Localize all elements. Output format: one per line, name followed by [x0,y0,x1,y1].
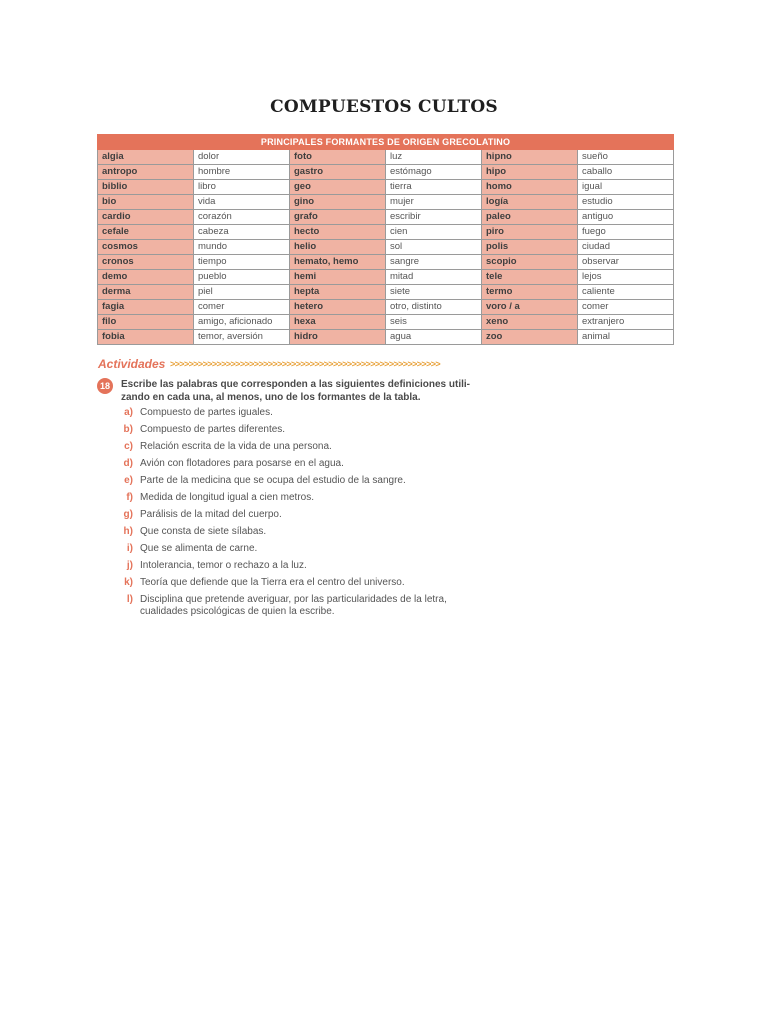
formant-cell: foto [290,150,386,165]
formant-cell: cefale [98,225,194,240]
table-row [98,165,674,180]
meaning-cell: mujer [386,195,482,210]
item-letter: j) [126,560,133,571]
exercise-item [117,594,497,624]
table-row [98,210,674,225]
meaning-cell: igual [578,180,674,195]
table-row [98,150,674,165]
table-row [98,225,674,240]
meaning-cell: antiguo [578,210,674,225]
formant-cell: derma [98,285,194,300]
meaning-cell: estómago [386,165,482,180]
item-text: Intolerancia, temor o rechazo a la luz. [140,560,307,571]
item-text: Que consta de siete sílabas. [140,526,267,537]
meaning-cell: temor, aversión [194,330,290,345]
item-text: Medida de longitud igual a cien metros. [140,492,314,503]
table-body [98,150,674,345]
exercise-item [117,577,497,594]
meaning-cell: escribir [386,210,482,225]
formant-cell: hidro [290,330,386,345]
table-row [98,180,674,195]
meaning-cell: pueblo [194,270,290,285]
formant-cell: tele [482,270,578,285]
item-letter: i) [126,543,133,554]
exercise-item [117,543,497,560]
formant-cell: biblio [98,180,194,195]
activities-label: Actividades [98,357,166,371]
formant-cell: piro [482,225,578,240]
formant-cell: zoo [482,330,578,345]
formants-table [97,134,674,345]
meaning-cell: agua [386,330,482,345]
table-row [98,240,674,255]
table-row [98,315,674,330]
exercise-statement: Escribe las palabras que corresponden a las siguientes definiciones utili-zando en cada una, al menos, uno de los formantes de la tabla. [121,379,470,403]
formant-cell: fagia [98,300,194,315]
meaning-cell: ciudad [578,240,674,255]
table-row [98,285,674,300]
formant-cell: antropo [98,165,194,180]
exercise-number-badge: 18 [97,378,113,394]
meaning-cell: mitad [386,270,482,285]
formant-cell: geo [290,180,386,195]
table-row [98,195,674,210]
formant-cell: scopio [482,255,578,270]
meaning-cell: vida [194,195,290,210]
formant-cell: homo [482,180,578,195]
exercise-item [117,424,497,441]
item-letter: k) [124,577,133,588]
formant-cell: logía [482,195,578,210]
exercise-item [117,492,497,509]
item-text: Compuesto de partes iguales. [140,407,273,418]
meaning-cell: extranjero [578,315,674,330]
exercise-items-list [117,407,497,624]
formant-cell: hecto [290,225,386,240]
item-letter: h) [123,526,133,537]
meaning-cell: animal [578,330,674,345]
formants-table-container [97,134,673,345]
item-text: Teoría que defiende que la Tierra era el centro del universo. [140,577,405,588]
formant-cell: fobia [98,330,194,345]
item-letter: d) [123,458,133,469]
formant-cell: hipno [482,150,578,165]
meaning-cell: siete [386,285,482,300]
meaning-cell: comer [194,300,290,315]
item-letter: e) [124,475,133,486]
formant-cell: hexa [290,315,386,330]
item-letter: b) [123,424,133,435]
meaning-cell: dolor [194,150,290,165]
formant-cell: polis [482,240,578,255]
meaning-cell: piel [194,285,290,300]
formant-cell: termo [482,285,578,300]
formant-cell: grafo [290,210,386,225]
item-letter: l) [126,594,133,605]
formant-cell: voro / a [482,300,578,315]
table-row [98,330,674,345]
item-letter: f) [126,492,133,503]
item-text: Disciplina que pretende averiguar, por las particularidades de la letra, cualidades psicológicas de quien la escribe. [140,594,447,617]
item-text: Relación escrita de la vida de una persona. [140,441,332,452]
formant-cell: hepta [290,285,386,300]
exercise-item [117,560,497,577]
formant-cell: filo [98,315,194,330]
meaning-cell: lejos [578,270,674,285]
activities-heading [98,357,478,371]
meaning-cell: luz [386,150,482,165]
formant-cell: hipo [482,165,578,180]
table-header: PRINCIPALES FORMANTES DE ORIGEN GRECOLATINO [98,135,674,150]
exercise-item [117,475,497,492]
exercise-item [117,509,497,526]
meaning-cell: caballo [578,165,674,180]
formant-cell: bio [98,195,194,210]
meaning-cell: sueño [578,150,674,165]
item-text: Avión con flotadores para posarse en el agua. [140,458,344,469]
formant-cell: hemato, hemo [290,255,386,270]
item-letter: g) [123,509,133,520]
table-row [98,255,674,270]
item-text: Parte de la medicina que se ocupa del estudio de la sangre. [140,475,406,486]
meaning-cell: sol [386,240,482,255]
exercise-item [117,407,497,424]
formant-cell: cronos [98,255,194,270]
meaning-cell: comer [578,300,674,315]
formant-cell: hetero [290,300,386,315]
meaning-cell: libro [194,180,290,195]
meaning-cell: corazón [194,210,290,225]
formant-cell: helio [290,240,386,255]
exercise-item [117,441,497,458]
meaning-cell: seis [386,315,482,330]
meaning-cell: hombre [194,165,290,180]
item-letter: c) [124,441,133,452]
meaning-cell: mundo [194,240,290,255]
formant-cell: xeno [482,315,578,330]
meaning-cell: cien [386,225,482,240]
formant-cell: gino [290,195,386,210]
meaning-cell: tierra [386,180,482,195]
meaning-cell: caliente [578,285,674,300]
page-title: COMPUESTOS CULTOS [270,97,498,118]
formant-cell: gastro [290,165,386,180]
item-letter: a) [124,407,133,418]
meaning-cell: otro, distinto [386,300,482,315]
arrows-decoration: >>>>>>>>>>>>>>>>>>>>>>>>>>>>>>>>>>>>>>>>>>>>>>>>>>>>>>>>>> [170,359,441,369]
item-text: Compuesto de partes diferentes. [140,424,286,435]
formant-cell: algia [98,150,194,165]
meaning-cell: tiempo [194,255,290,270]
item-text: Parálisis de la mitad del cuerpo. [140,509,282,520]
meaning-cell: estudio [578,195,674,210]
formant-cell: cardio [98,210,194,225]
meaning-cell: observar [578,255,674,270]
formant-cell: hemi [290,270,386,285]
meaning-cell: cabeza [194,225,290,240]
meaning-cell: amigo, aficionado [194,315,290,330]
item-text: Que se alimenta de carne. [140,543,258,554]
table-row [98,300,674,315]
table-row [98,270,674,285]
meaning-cell: fuego [578,225,674,240]
exercise-item [117,526,497,543]
formant-cell: cosmos [98,240,194,255]
formant-cell: demo [98,270,194,285]
exercise-item [117,458,497,475]
formant-cell: paleo [482,210,578,225]
meaning-cell: sangre [386,255,482,270]
